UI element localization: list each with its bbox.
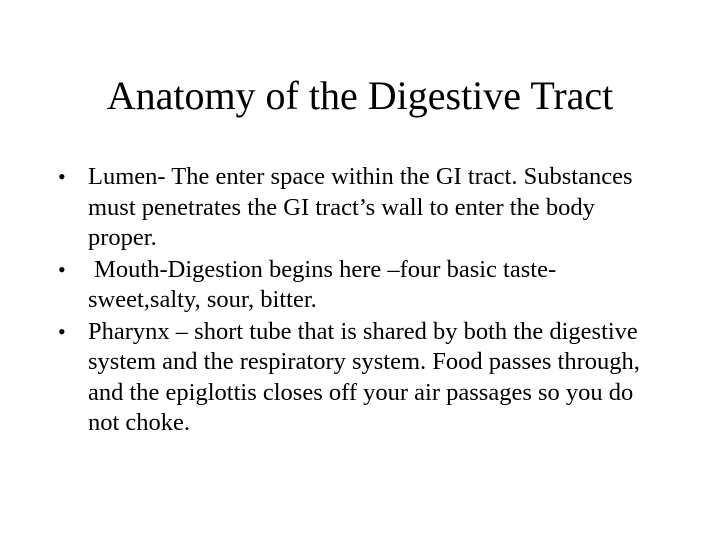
bullet-dot-icon: • bbox=[58, 256, 66, 282]
bullet-item-lumen bbox=[58, 162, 663, 254]
bullet-text: Pharynx – short tube that is shared by both the digestive system and the respiratory system. Food passes through, and the epiglottis closes off your air passages so you do not choke. bbox=[88, 317, 640, 436]
bullet-text: Lumen- The enter space within the GI tract. Substances must penetrates the GI tract’s wall to enter the body proper. bbox=[88, 163, 633, 251]
bullet-dot-icon: • bbox=[58, 318, 66, 344]
bullet-list bbox=[58, 162, 663, 440]
bullet-text: Mouth-Digestion begins here –four basic taste-sweet,salty, sour, bitter. bbox=[88, 255, 557, 313]
slide-title: Anatomy of the Digestive Tract bbox=[106, 73, 614, 118]
bullet-dot-icon: • bbox=[58, 164, 66, 189]
bullet-item-pharynx bbox=[58, 317, 663, 439]
bullet-item-mouth bbox=[58, 255, 663, 316]
